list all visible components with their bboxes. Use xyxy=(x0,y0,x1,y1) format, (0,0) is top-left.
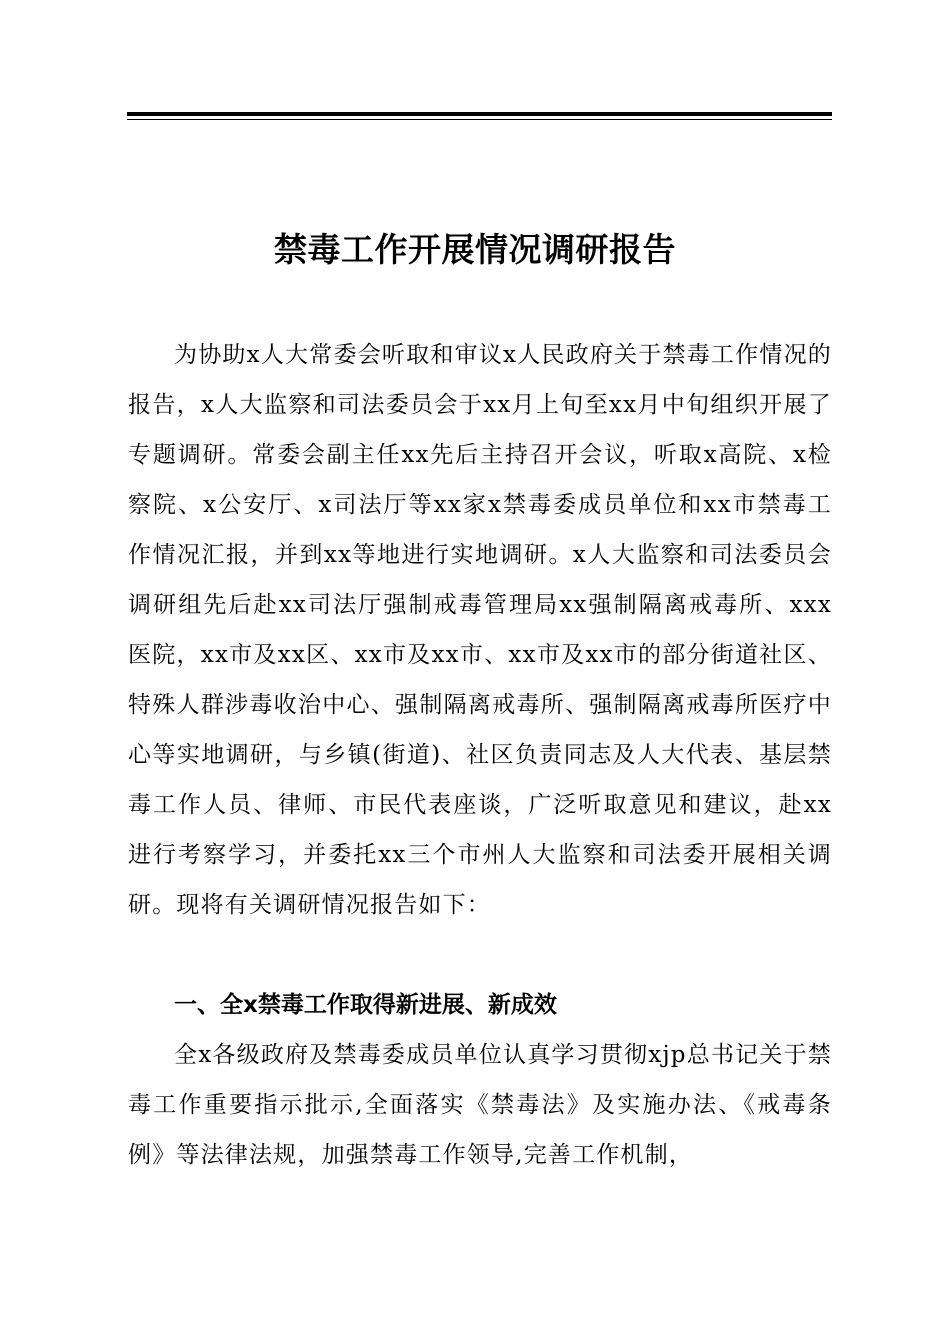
document-title: 禁毒工作开展情况调研报告 xyxy=(274,230,676,269)
header-rule-thick xyxy=(127,112,832,116)
paragraph-intro: 为协助x人大常委会听取和审议x人民政府关于禁毒工作情况的报告，x人大监察和司法委员会于xx月上旬至xx月中旬组织开展了专题调研。常委会副主任xx先后主持召开会议，听取x高院、x检察院、x公安厅、x司法厅等xx家x禁毒委成员单位和xx市禁毒工作情况汇报，并到xx等地进行实地调研。x人大监察和司法委员会调研组先后赴xx司法厅强制戒毒管理局xx强制隔离戒毒所、xxx医院，xx市及xx区、xx市及xx市、xx市及xx市的部分街道社区、特殊人群涉毒收治中心、强制隔离戒毒所、强制隔离戒毒所医疗中心等实地调研，与乡镇(街道)、社区负责同志及人大代表、基层禁毒工作人员、律师、市民代表座谈，广泛听取意见和建议，赴xx进行考察学习，并委托xx三个市州人大监察和司法委开展相关调研。现将有关调研情况报告如下： xyxy=(128,342,832,918)
header-rule-thin xyxy=(127,119,832,120)
paragraph-section-1: 全x各级政府及禁毒委成员单位认真学习贯彻xjp总书记关于禁毒工作重要指示批示,全面落实《禁毒法》及实施办法、《戒毒条例》等法律法规，加强禁毒工作领导,完善工作机制， xyxy=(128,1042,832,1168)
section-heading-1: 一、全x禁毒工作取得新进展、新成效 xyxy=(174,992,557,1018)
